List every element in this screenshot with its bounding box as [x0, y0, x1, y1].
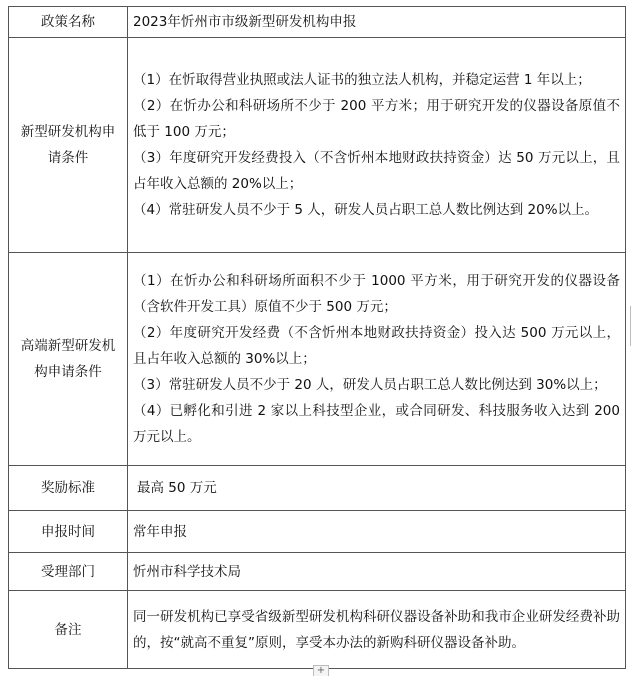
reward-label: 奖励标准: [9, 466, 128, 511]
new-condition-item-2: （2）在忻办公和科研场所不少于 200 平方米；用于研究开发的仪器设备原值不低于 100 万元；: [133, 98, 620, 140]
row-reward: [9, 466, 626, 511]
policy-table: [8, 6, 626, 669]
row-dept: [9, 553, 626, 591]
row-note: [9, 591, 626, 669]
new-conditions-label: [9, 38, 128, 253]
note-value: [128, 591, 626, 669]
note-label: 备注: [9, 591, 128, 669]
new-condition-item-3: （3）年度研究开发经费投入（不含忻州本地财政扶持资金）达 50 万元以上，且占年收入总额的 20%以上；: [133, 150, 620, 192]
high-conditions-label-text: 高端新型研发机构申请条件: [20, 338, 116, 380]
high-condition-item-1: （1）在忻办公和科研场所面积不少于 1000 平方米，用于研究开发的仪器设备（含软件开发工具）原值不少于 500 万元；: [133, 273, 620, 315]
high-condition-item-2: （2）年度研究开发经费（不含忻州本地财政扶持资金）投入达 500 万元以上，且占年收入总额的 30%以上；: [133, 325, 620, 367]
new-condition-item-4: （4）常驻研发人员不少于 5 人，研发人员占职工总人数比例达到 20%以上。: [133, 202, 599, 218]
reward-value: 最高 50 万元: [128, 466, 626, 511]
high-conditions-label: [9, 253, 128, 466]
high-condition-item-4: （4）已孵化和引进 2 家以上科技型企业，或合同研发、科技服务收入达到 200 万元以上。: [133, 403, 620, 445]
time-label: 申报时间: [9, 511, 128, 553]
policy-name-label: 政策名称: [9, 7, 128, 38]
dept-value: 忻州市科学技术局: [128, 553, 626, 591]
high-conditions-value: [128, 253, 626, 466]
new-conditions-label-text: 新型研发机构申请条件: [20, 124, 116, 166]
new-condition-item-1: （1）在忻取得营业执照或法人证书的独立法人机构，并稳定运营 1 年以上；: [133, 72, 591, 88]
high-condition-item-3: （3）常驻研发人员不少于 20 人，研发人员占职工总人数比例达到 30%以上；: [133, 377, 607, 393]
new-conditions-value: [128, 38, 626, 253]
add-row-handle[interactable]: +: [313, 665, 329, 676]
table-resize-marker[interactable]: [630, 306, 635, 346]
dept-label: 受理部门: [9, 553, 128, 591]
row-policy-name: [9, 7, 626, 38]
row-new-conditions: [9, 38, 626, 253]
time-value: 常年申报: [128, 511, 626, 553]
row-high-conditions: [9, 253, 626, 466]
policy-name-value: 2023年忻州市市级新型研发机构申报: [128, 7, 626, 38]
note-text: 同一研发机构已享受省级新型研发机构科研仪器设备补助和我市企业研发经费补助的，按“就高不重复”原则，享受本办法的新购科研仪器设备补助。: [133, 608, 620, 651]
row-time: [9, 511, 626, 553]
